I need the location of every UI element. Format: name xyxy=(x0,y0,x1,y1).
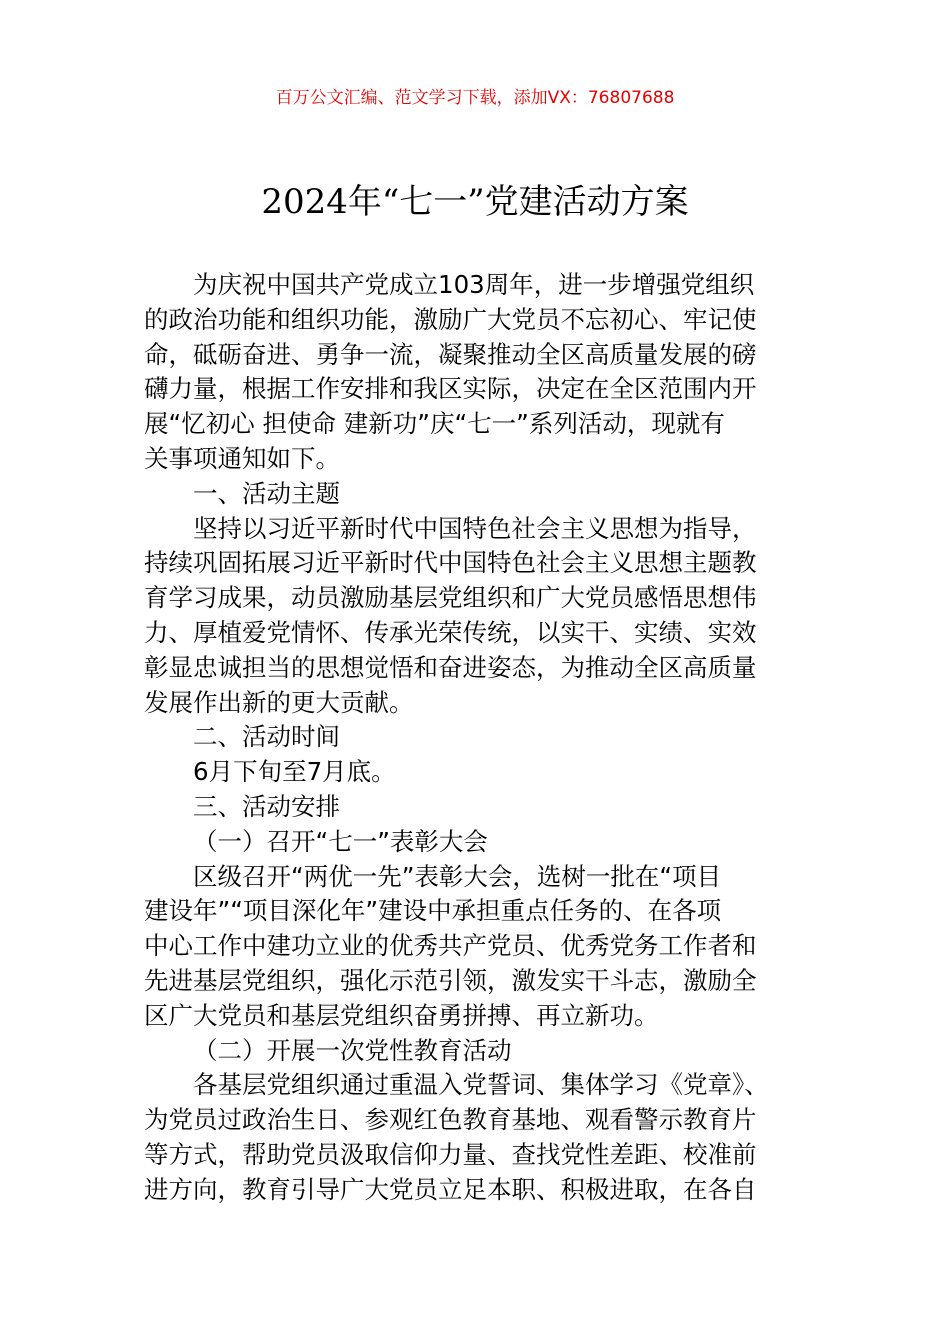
body-line: 持续巩固拓展习近平新时代中国特色社会主义思想主题教 xyxy=(144,548,757,578)
subsection-heading: （一）召开“七一”表彰大会 xyxy=(193,826,488,856)
body-line: 中心工作中建功立业的优秀共产党员、优秀党务工作者和 xyxy=(144,931,757,961)
body-line: 区广大党员和基层党组织奋勇拼搏、再立新功。 xyxy=(144,1000,659,1030)
document-title: 2024年“七一”党建活动方案 xyxy=(261,182,689,222)
body-line: 育学习成果，动员激励基层党组织和广大党员感悟思想伟 xyxy=(144,583,757,613)
body-line: 关事项通知如下。 xyxy=(144,443,340,473)
body-line: 展“忆初心 担使命 建新功”庆“七一”系列活动，现就有 xyxy=(144,409,725,439)
section-heading: 二、活动时间 xyxy=(193,722,340,752)
body-line: 坚持以习近平新时代中国特色社会主义思想为指导， xyxy=(193,513,757,543)
body-line: 礴力量，根据工作安排和我区实际，决定在全区范围内开 xyxy=(144,374,757,404)
body-line: 力、厚植爱党情怀、传承光荣传统，以实干、实绩、实效 xyxy=(144,617,757,647)
body-line: 6月下旬至7月底。 xyxy=(193,757,396,787)
section-heading: 三、活动安排 xyxy=(193,791,340,821)
body-line: 等方式，帮助党员汲取信仰力量、查找党性差距、校准前 xyxy=(144,1139,757,1169)
body-line: 进方向，教育引导广大党员立足本职、积极进取，在各自 xyxy=(144,1174,757,1204)
body-line: 区级召开“两优一先”表彰大会，选树一批在“项目 xyxy=(193,861,722,891)
body-line: 为党员过政治生日、参观红色教育基地、观看警示教育片 xyxy=(144,1105,757,1135)
body-line: 的政治功能和组织功能，激励广大党员不忘初心、牢记使 xyxy=(144,304,757,334)
body-line: 各基层党组织通过重温入党誓词、集体学习《党章》、 xyxy=(193,1070,769,1100)
body-line: 先进基层党组织，强化示范引领，激发实干斗志，激励全 xyxy=(144,965,757,995)
body-line: 命，砥砺奋进、勇争一流，凝聚推动全区高质量发展的磅 xyxy=(144,339,757,369)
subsection-heading: （二）开展一次党性教育活动 xyxy=(193,1035,512,1065)
body-line: 发展作出新的更大贡献。 xyxy=(144,687,414,717)
header-note: 百万公文汇编、范文学习下载，添加VX：76807688 xyxy=(275,88,675,108)
body-line: 彰显忠诚担当的思想觉悟和奋进姿态，为推动全区高质量 xyxy=(144,652,757,682)
body-line: 建设年”“项目深化年”建设中承担重点任务的、在各项 xyxy=(144,896,722,926)
document-body xyxy=(144,268,808,1208)
body-line: 为庆祝中国共产党成立103周年，进一步增强党组织 xyxy=(193,270,755,299)
section-heading: 一、活动主题 xyxy=(193,478,340,508)
